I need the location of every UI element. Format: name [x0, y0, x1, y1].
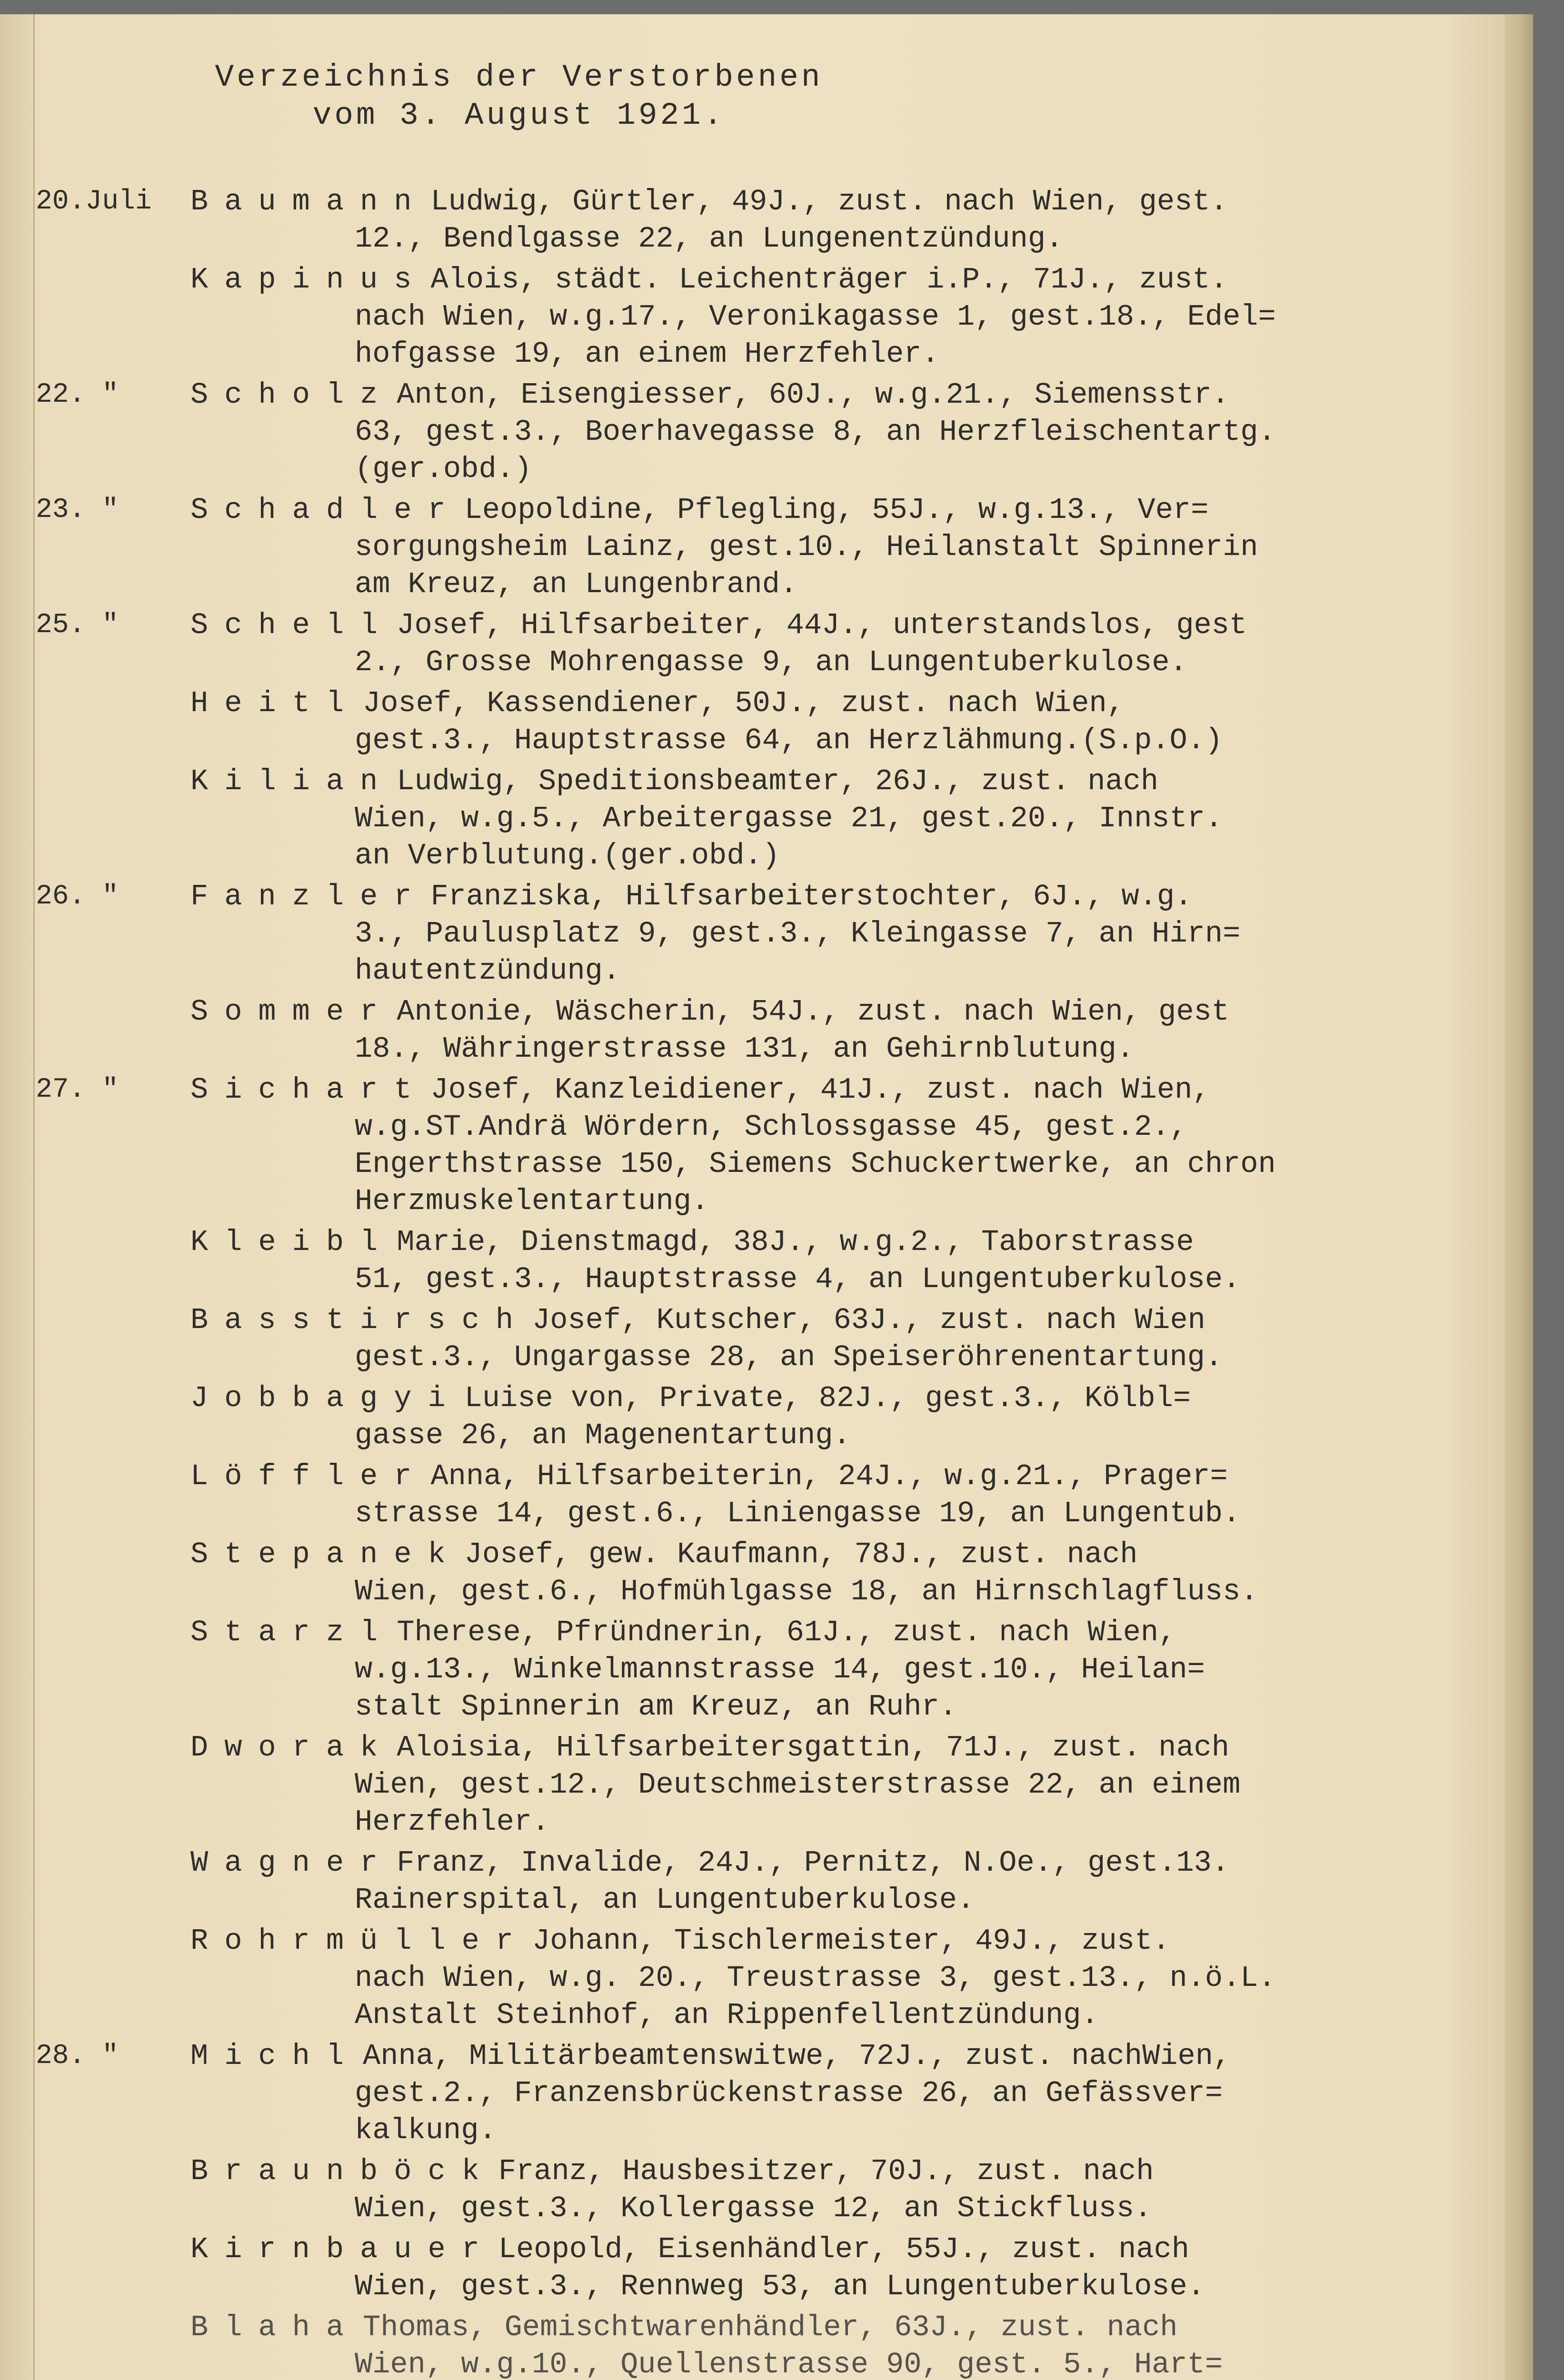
deceased-surname: Rohrmüller — [190, 1924, 530, 1958]
entry-continuation: strasse 14, gest.6., Liniengasse 19, an Lungentub. — [355, 1497, 1241, 1530]
deceased-surname: Jobbagyi — [190, 1381, 462, 1415]
deceased-surname: Baumann — [190, 185, 428, 218]
entry-details: Josef, Kassendiener, 50J., zust. nach Wien, — [363, 686, 1125, 720]
entry-text — [190, 1224, 1476, 1298]
entry-text — [190, 183, 1476, 258]
document-subtitle: vom 3. August 1921. — [312, 98, 726, 133]
entry-text — [190, 1844, 1476, 1919]
deceased-surname: Scholz — [190, 378, 394, 412]
entry-continuation: Herzfehler. — [355, 1805, 550, 1839]
entry-text — [190, 607, 1476, 681]
entry-details: Josef, gew. Kaufmann, 78J., zust. nach — [464, 1537, 1138, 1571]
entry-text — [190, 2231, 1476, 2305]
deceased-surname: Sommer — [190, 995, 394, 1029]
entry-continuation: Wien, gest.3., Kollergasse 12, an Stickfluss. — [355, 2192, 1152, 2225]
entry-date: 22. " — [36, 379, 119, 410]
entry-details: Therese, Pfründnerin, 61J., zust. nach Wien, — [397, 1616, 1176, 1649]
entry-details: Franziska, Hilfsarbeiterstochter, 6J., w.g. — [430, 880, 1193, 913]
entry-continuation: 12., Bendlgasse 22, an Lungenentzündung. — [355, 222, 1064, 256]
entry-continuation: stalt Spinnerin am Kreuz, an Ruhr. — [355, 1690, 957, 1724]
page-edge — [1504, 14, 1533, 2380]
deceased-surname: Wagner — [190, 1846, 394, 1880]
entry-text — [190, 261, 1476, 373]
entry-continuation: Engerthstrasse 150, Siemens Schuckertwerke, an chron — [355, 1147, 1276, 1181]
deceased-surname: Kapinus — [190, 263, 428, 297]
entry-continuation: Wien, w.g.10., Quellenstrasse 90, gest. 5., Hart= — [355, 2348, 1223, 2380]
entry-continuation: w.g.ST.Andrä Wördern, Schlossgasse 45, gest.2., — [355, 1110, 1187, 1144]
entry-date: 20.Juli — [36, 186, 152, 217]
entry-text — [190, 763, 1476, 874]
entry-details: Ludwig, Gürtler, 49J., zust. nach Wien, gest. — [430, 185, 1228, 218]
entry-continuation: 63, gest.3., Boerhavegasse 8, an Herzfleischentartg. — [355, 415, 1276, 449]
entry-text — [190, 2038, 1476, 2149]
entry-text — [190, 492, 1476, 603]
entry-continuation: gest.3., Hauptstrasse 64, an Herzlähmung.(S.p.O.) — [355, 724, 1223, 757]
entry-details: Anna, Militärbeamtenswitwe, 72J., zust. nachWien, — [363, 2039, 1231, 2073]
entry-details: Alois, städt. Leichenträger i.P., 71J., zust. — [430, 263, 1228, 297]
document-title: Verzeichnis der Verstorbenen — [215, 60, 823, 95]
entry-details: Luise von, Private, 82J., gest.3., Kölbl= — [464, 1381, 1191, 1415]
deceased-surname: Kilian — [190, 764, 394, 798]
entry-date: 23. " — [36, 495, 119, 526]
entry-continuation: (ger.obd.) — [355, 452, 532, 486]
entry-text — [190, 1729, 1476, 1841]
deceased-surname: Schadler — [190, 493, 462, 527]
entry-details: Josef, Kutscher, 63J., zust. nach Wien — [532, 1303, 1205, 1337]
entry-details: Josef, Hilfsarbeiter, 44J., unterstandslos, gest — [397, 608, 1247, 642]
deceased-surname: Heitl — [190, 686, 360, 720]
deceased-surname: Fanzler — [190, 880, 428, 913]
entry-continuation: Anstalt Steinhof, an Rippenfellentzündung. — [355, 1998, 1099, 2032]
entry-text — [190, 377, 1476, 488]
entry-continuation: w.g.13., Winkelmannstrasse 14, gest.10., Heilan= — [355, 1653, 1205, 1686]
entry-text — [190, 878, 1476, 990]
entry-continuation: Wien, gest.12., Deutschmeisterstrasse 22, an einem — [355, 1768, 1241, 1802]
entry-continuation: sorgungsheim Lainz, gest.10., Heilanstalt Spinnerin — [355, 530, 1258, 564]
deceased-surname: Löffler — [190, 1459, 428, 1493]
entry-continuation: Wien, gest.6., Hofmühlgasse 18, an Hirnschlagfluss. — [355, 1575, 1258, 1608]
deceased-surname: Sichart — [190, 1073, 428, 1107]
deceased-surname: Braunböck — [190, 2154, 496, 2188]
entry-text — [190, 1458, 1476, 1532]
entry-continuation: 3., Paulusplatz 9, gest.3., Kleingasse 7, an Hirn= — [355, 917, 1241, 951]
entry-continuation: hautentzündung. — [355, 954, 621, 988]
entry-continuation: nach Wien, w.g.17., Veronikagasse 1, gest.18., Edel= — [355, 300, 1276, 334]
entry-text — [190, 1302, 1476, 1376]
deceased-surname: Stepanek — [190, 1537, 462, 1571]
entry-text — [190, 2153, 1476, 2227]
entry-text — [190, 993, 1476, 1068]
entry-continuation: Rainerspital, an Lungentuberkulose. — [355, 1883, 975, 1917]
deceased-surname: Michl — [190, 2039, 360, 2073]
entry-continuation: 18., Währingerstrasse 131, an Gehirnblutung. — [355, 1032, 1135, 1066]
entry-details: Leopold, Eisenhändler, 55J., zust. nach — [498, 2232, 1189, 2266]
entry-text — [190, 2309, 1476, 2380]
entry-details: Franz, Hausbesitzer, 70J., zust. nach — [498, 2154, 1154, 2188]
deceased-surname: Kleibl — [190, 1225, 394, 1259]
entry-details: Marie, Dienstmagd, 38J., w.g.2., Taborstrasse — [397, 1225, 1194, 1259]
entry-details: Josef, Kanzleidiener, 41J., zust. nach Wien, — [430, 1073, 1210, 1107]
entry-text — [190, 1380, 1476, 1454]
entry-details: Thomas, Gemischtwarenhändler, 63J., zust. nach — [363, 2311, 1178, 2344]
document-page — [0, 14, 1524, 2380]
binding-margin — [0, 14, 35, 2380]
entry-text — [190, 1614, 1476, 1726]
entry-details: Franz, Invalide, 24J., Pernitz, N.Oe., gest.13. — [397, 1846, 1229, 1880]
entry-date: 28. " — [36, 2041, 119, 2072]
entry-continuation: am Kreuz, an Lungenbrand. — [355, 567, 798, 601]
entry-text — [190, 1923, 1476, 2034]
entry-continuation: gasse 26, an Magenentartung. — [355, 1418, 851, 1452]
entry-date: 25. " — [36, 610, 119, 641]
entry-continuation: kalkung. — [355, 2113, 497, 2147]
entry-text — [190, 1071, 1476, 1220]
entry-details: Anton, Eisengiesser, 60J., w.g.21., Siemensstr. — [397, 378, 1229, 412]
entry-continuation: gest.3., Ungargasse 28, an Speiseröhrenentartung. — [355, 1340, 1223, 1374]
deceased-surname: Schell — [190, 608, 394, 642]
entry-details: Anna, Hilfsarbeiterin, 24J., w.g.21., Prager= — [430, 1459, 1228, 1493]
entry-text — [190, 1536, 1476, 1610]
entry-continuation: an Verblutung.(ger.obd.) — [355, 839, 780, 873]
entry-continuation: hofgasse 19, an einem Herzfehler. — [355, 337, 939, 371]
entry-details: Antonie, Wäscherin, 54J., zust. nach Wien, gest — [397, 995, 1229, 1029]
entry-date: 26. " — [36, 881, 119, 912]
entry-details: Aloisia, Hilfsarbeitersgattin, 71J., zust. nach — [397, 1731, 1229, 1765]
entry-continuation: Herzmuskelentartung. — [355, 1184, 709, 1218]
entry-continuation: nach Wien, w.g. 20., Treustrasse 3, gest.13., n.ö.L. — [355, 1961, 1276, 1995]
deceased-surname: Dworak — [190, 1731, 394, 1765]
deceased-surname: Starzl — [190, 1616, 394, 1649]
entry-details: Leopoldine, Pflegling, 55J., w.g.13., Ver= — [464, 493, 1209, 527]
deceased-surname: Blaha — [190, 2311, 360, 2344]
entry-continuation: 2., Grosse Mohrengasse 9, an Lungentuberkulose. — [355, 645, 1187, 679]
deceased-surname: Kirnbauer — [190, 2232, 496, 2266]
deceased-surname: Basstirsch — [190, 1303, 530, 1337]
entry-continuation: Wien, w.g.5., Arbeitergasse 21, gest.20., Innstr. — [355, 802, 1223, 835]
entry-continuation: 51, gest.3., Hauptstrasse 4, an Lungentuberkulose. — [355, 1262, 1241, 1296]
entry-date: 27. " — [36, 1074, 119, 1105]
entry-text — [190, 685, 1476, 759]
entry-continuation: Wien, gest.3., Rennweg 53, an Lungentuberkulose. — [355, 2270, 1205, 2303]
entry-details: Ludwig, Speditionsbeamter, 26J., zust. nach — [397, 764, 1159, 798]
entry-details: Johann, Tischlermeister, 49J., zust. — [532, 1924, 1170, 1958]
entry-continuation: gest.2., Franzensbrückenstrasse 26, an Gefässver= — [355, 2076, 1223, 2110]
